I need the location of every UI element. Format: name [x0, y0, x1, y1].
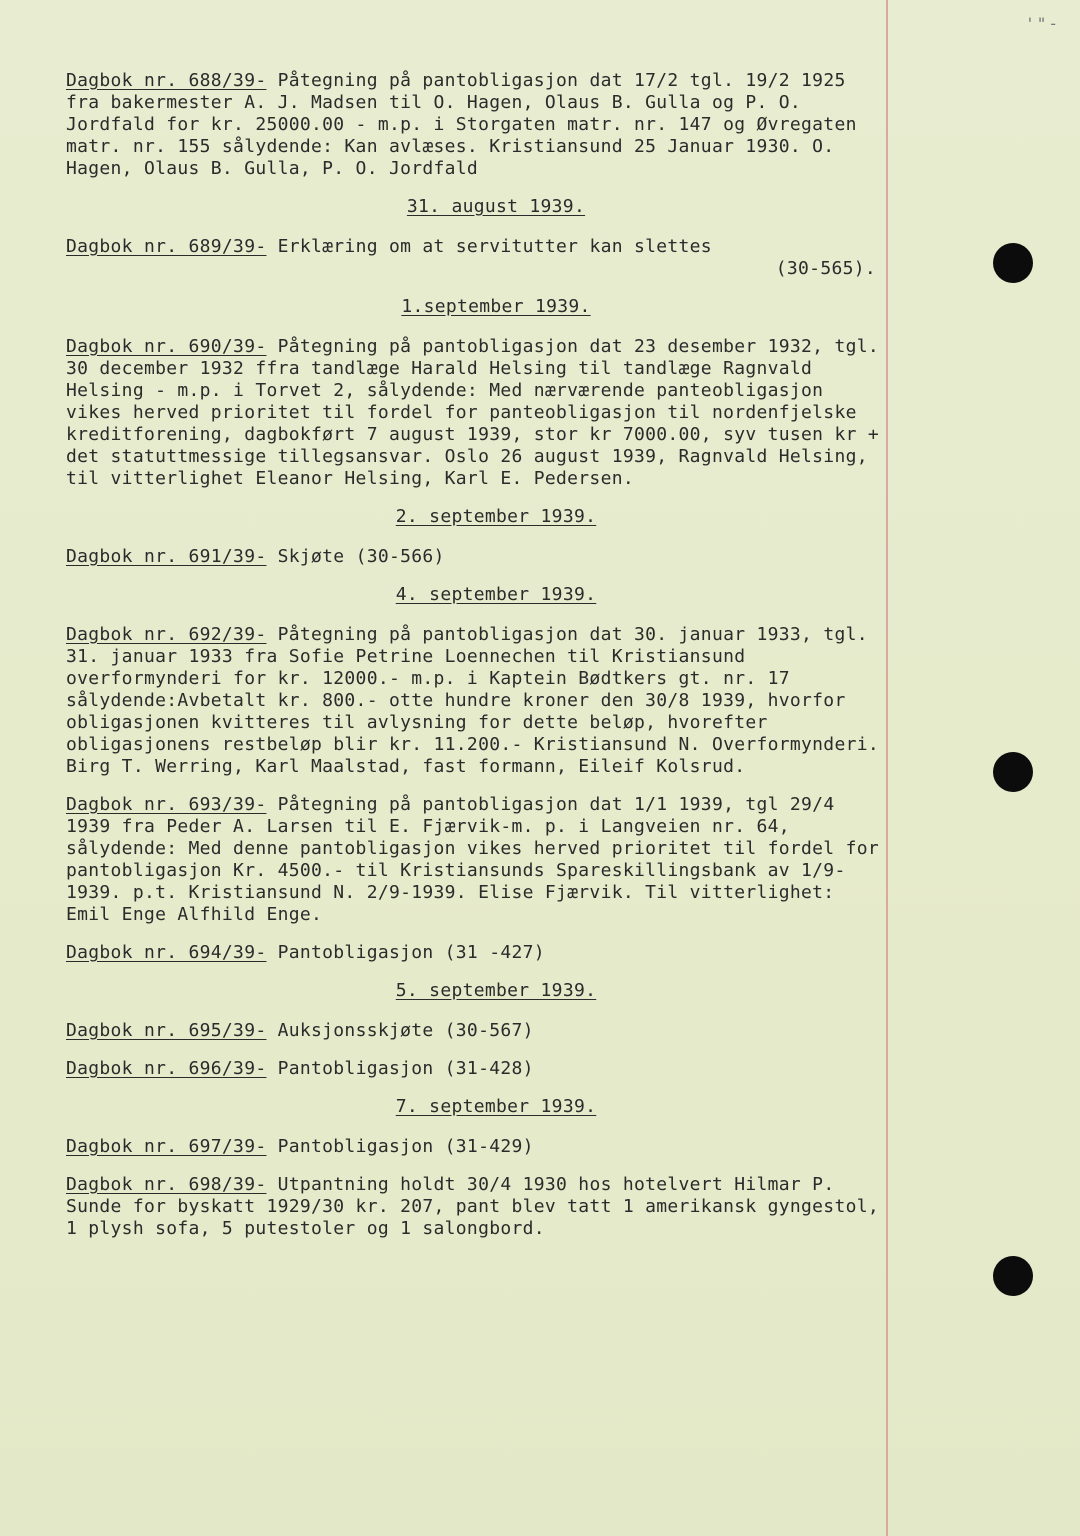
entry-text: Skjøte (30-566): [277, 546, 445, 567]
entry-number: Dagbok nr. 689/39-: [66, 236, 267, 257]
entry-number: Dagbok nr. 690/39-: [66, 336, 267, 357]
margin-rule: [886, 0, 888, 1536]
entry-692: [66, 624, 886, 778]
date-heading: 1.september 1939.: [401, 296, 591, 317]
entry-690: [66, 336, 886, 490]
entry-688: [66, 70, 886, 180]
entry-696: [66, 1058, 886, 1080]
date-heading: 31. august 1939.: [406, 196, 586, 217]
entry-number: Dagbok nr. 694/39-: [66, 942, 267, 963]
entry-text: Pantobligasjon (31-428): [277, 1058, 534, 1079]
entry-number: Dagbok nr. 697/39-: [66, 1136, 267, 1157]
entry-number: Dagbok nr. 693/39-: [66, 794, 267, 815]
entry-reference: (30-565).: [775, 258, 876, 279]
punch-hole: [993, 243, 1033, 283]
date-heading: 2. september 1939.: [395, 506, 597, 527]
punch-hole: [993, 752, 1033, 792]
entry-text: Pantobligasjon (31-429): [277, 1136, 534, 1157]
entry-text: Erklæring om at servitutter kan slettes: [277, 236, 712, 257]
entry-number: Dagbok nr. 692/39-: [66, 624, 267, 645]
entry-text: Auksjonsskjøte (30-567): [277, 1020, 534, 1041]
entry-text: Påtegning på pantobligasjon dat 1/1 1939, tgl 29/4 1939 fra Peder A. Larsen til E. Fjærvik-m. p. i Langveien nr. 64, sålydende: Med denne pantobligasjon vikes herved prioritet til fordel for pantobligasjon Kr. 4500.- til Kristiansunds Spareskillingsbank av 1/9-1939. p.t. Kristiansund N. 2/9-1939. Elise Fjærvik. Til vitterlighet: Emil Enge Alfhild Enge.: [66, 794, 879, 925]
entry-text: Påtegning på pantobligasjon dat 30. januar 1933, tgl. 31. januar 1933 fra Sofie Petrine Loennechen til Kristiansund overformynderi for kr. 12000.- m.p. i Kaptein Bødtkers gt. nr. 17 sålydende:Avbetalt kr. 800.- otte hundre kroner den 30/8 1939, hvorfor obligasjonen kvitteres til avlysning for dette beløp, hvorefter obligasjonens restbeløp blir kr. 11.200.- Kristiansund N. Overformynderi. Birg T. Werring, Karl Maalstad, fast formann, Eileif Kolsrud.: [66, 624, 879, 777]
date-heading: 7. september 1939.: [395, 1096, 597, 1117]
entry-number: Dagbok nr. 698/39-: [66, 1174, 267, 1195]
entry-number: Dagbok nr. 695/39-: [66, 1020, 267, 1041]
corner-mark: '"-: [1025, 14, 1060, 33]
entry-691: [66, 546, 886, 568]
date-heading: 4. september 1939.: [395, 584, 597, 605]
entry-695: [66, 1020, 886, 1042]
punch-hole: [993, 1256, 1033, 1296]
entry-number: Dagbok nr. 696/39-: [66, 1058, 267, 1079]
entry-text: Påtegning på pantobligasjon dat 17/2 tgl. 19/2 1925 fra bakermester A. J. Madsen til O. Hagen, Olaus B. Gulla og P. O. Jordfald for kr. 25000.00 - m.p. i Storgaten matr. nr. 147 og Øvregaten matr. nr. 155 sålydende: Kan avlæses. Kristiansund 25 Januar 1930. O. Hagen, Olaus B. Gulla, P. O. Jordfald: [66, 70, 857, 179]
entry-689: [66, 236, 886, 280]
ledger-content: [66, 70, 886, 1256]
entry-number: Dagbok nr. 691/39-: [66, 546, 267, 567]
entry-text: Påtegning på pantobligasjon dat 23 desember 1932, tgl. 30 december 1932 ffra tandlæge Harald Helsing til tandlæge Ragnvald Helsing - m.p. i Torvet 2, sålydende: Med nærværende panteobligasjon vikes herved prioritet til fordel for panteobligasjon til nordenfjelske kreditforening, dagbokført 7 august 1939, stor kr 7000.00, syv tusen kr + det statuttmessige tillegsansvar. Oslo 26 august 1939, Ragnvald Helsing, til vitterlighet Eleanor Helsing, Karl E. Pedersen.: [66, 336, 880, 489]
entry-694: [66, 942, 886, 964]
entry-text: Utpantning holdt 30/4 1930 hos hotelvert Hilmar P. Sunde for byskatt 1929/30 kr. 207, pant blev tatt 1 amerikansk gyngestol, 1 plysh sofa, 5 putestoler og 1 salongbord.: [66, 1174, 879, 1239]
date-heading: 5. september 1939.: [395, 980, 597, 1001]
entry-693: [66, 794, 886, 926]
entry-697: [66, 1136, 886, 1158]
entry-text: Pantobligasjon (31 -427): [277, 942, 545, 963]
entry-698: [66, 1174, 886, 1240]
entry-number: Dagbok nr. 688/39-: [66, 70, 267, 91]
